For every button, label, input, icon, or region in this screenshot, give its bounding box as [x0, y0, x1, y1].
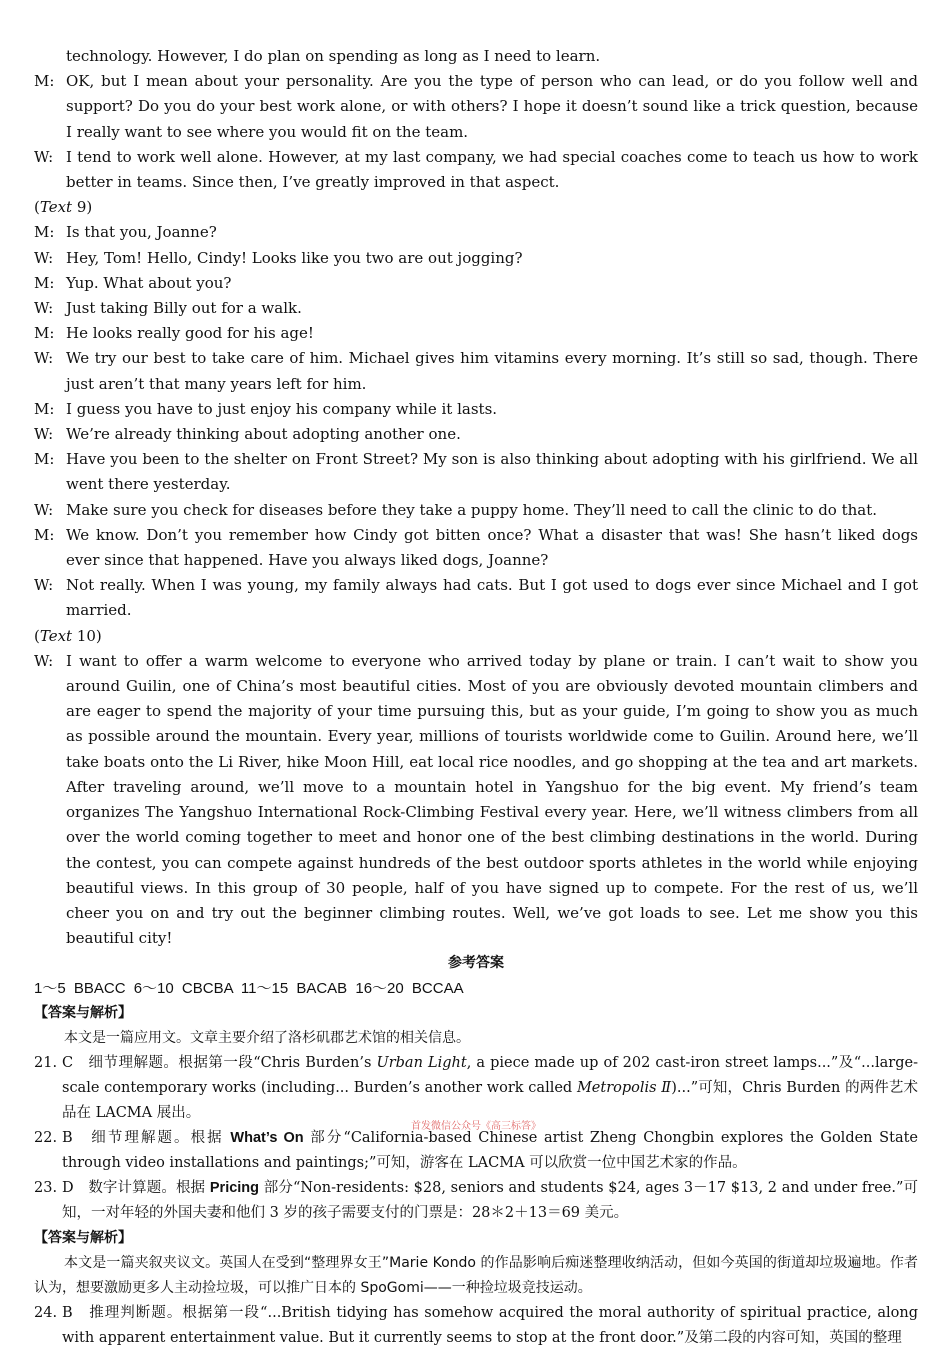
answer-key: 1～5 BBACC 6～10 CBCBA 11～15 BACAB 16～20 BCCAA — [34, 980, 464, 998]
speaker-label: W: — [34, 500, 54, 519]
dialogue-line — [34, 220, 918, 245]
transcript-continued — [34, 44, 918, 195]
dialogue-text: I want to offer a warm welcome to everyone who arrived today by plane or train. I can’t wait to show you around Guilin, one of China’s most beautiful cities. Most of you are obviously devoted mountain climbers and are eager to spend the majority of your time pursuing this, but as your guide, I’m going to show you as much as possible around the mountain. Every year, millions of tourists worldwide come to Guilin. Around here, we’ll take boats onto the Li River, hike Moon Hill, eat local rice noodles, and go shopping at the tea and art markets. After traveling around, we’ll move to a mountain hotel in Yangshuo for the big event. My friend’s team organizes The Yangshuo International Rock-Climbing Festival every year. Here, we’ll witness climbers from all over the world coming together to meet and honor one of the best climbing destinations in the world. During the contest, you can compete against hundreds of the best outdoor sports athletes in the world while enjoying beautiful views. In this group of 30 people, half of you have signed up to compete. For the rest of us, we’ll cheer you on and try out the beginner climbing routes. Well, we’ve got loads to see. Let me show you this beautiful city! — [66, 651, 918, 948]
dialogue-text: Just taking Billy out for a walk. — [66, 299, 302, 318]
speaker-label: M: — [34, 273, 55, 292]
dialogue-line — [34, 397, 918, 422]
analysis-section-title: 【答案与解析】 — [34, 1230, 132, 1247]
speaker-label: W: — [34, 349, 54, 368]
dialogue-text: We try our best to take care of him. Michael gives him vitamins every morning. It’s still so sad, though. There just aren’t that many years left for him. — [66, 349, 918, 393]
question-explanation: B 细节理解题。根据 What’s On 部分“California-based Chinese artist Zheng Chongbin explores the Golden State through video installations and paintings;”可知，游客在 LACMA 可以欣赏一位中国艺术家的作品。 — [62, 1130, 918, 1172]
dialogue-line — [34, 573, 918, 623]
question-number: 23. — [34, 1180, 58, 1197]
dialogue-line — [34, 498, 918, 523]
speaker-label: M: — [34, 399, 55, 418]
question-22 — [34, 1126, 918, 1176]
speaker-label: W: — [34, 651, 54, 670]
dialogue-text: Make sure you check for diseases before they take a puppy home. They’ll need to call the clinic to do that. — [66, 500, 878, 519]
question-number: 24. — [34, 1305, 58, 1322]
dialogue-text: OK, but I mean about your personality. Are you the type of person who can lead, or do you follow well and support? Do you do your best work alone, or with others? I hope it doesn’t sound like a trick question, because I really want to see where you would fit on the team. — [66, 72, 918, 141]
question-explanation: C 细节理解题。根据第一段“Chris Burden’s Urban Light, a piece made up of 202 cast-iron street lamps...”及“...large-scale contemporary works (including... Burden’s another work called Metropolis Ⅱ)...”可知，Chris Burden 的两件艺术品在 LACMA 展出。 — [62, 1055, 919, 1122]
watermark: 首发微信公众号《高三标答》 — [411, 1121, 541, 1133]
text10-label: (Text 10) — [34, 626, 102, 645]
dialogue-text: Yup. What about you? — [66, 273, 232, 292]
dialogue-line — [34, 69, 918, 145]
speaker-label — [34, 44, 66, 69]
answer-heading: 参考答案 — [448, 955, 504, 972]
speaker-label: M: — [34, 223, 55, 242]
question-explanation: D 数字计算题。根据 Pricing 部分“Non-residents: $28, seniors and students $24, ages 3－17 $13, 2 and under free.”可知，一对年轻的外国夫妻和他们 3 岁的孩子需要支付的门票是：28＊2＋13＝69 美元。 — [62, 1180, 918, 1222]
speaker-label: M: — [34, 324, 55, 343]
analysis-intro: 本文是一篇应用文。文章主要介绍了洛杉矶郡艺术馆的相关信息。 — [64, 1030, 470, 1047]
speaker-label: W: — [34, 299, 54, 318]
dialogue-line — [34, 422, 918, 447]
speaker-label: M: — [34, 525, 55, 544]
speaker-label: W: — [34, 248, 54, 267]
question-number: 21. — [34, 1055, 58, 1072]
dialogue-line — [34, 246, 918, 271]
dialogue-text: I tend to work well alone. However, at my last company, we had special coaches come to teach us how to work better in teams. Since then, I’ve greatly improved in that aspect. — [66, 147, 918, 192]
text10-monologue — [34, 649, 918, 951]
dialogue-text: Have you been to the shelter on Front Street? My son is also thinking about adopting with his girlfriend. We all went there yesterday. — [66, 450, 918, 494]
dialogue-line — [34, 145, 918, 195]
dialogue-line — [34, 523, 918, 573]
dialogue-line — [34, 271, 918, 296]
dialogue-text: Is that you, Joanne? — [66, 223, 217, 242]
question-number: 22. — [34, 1130, 58, 1147]
dialogue-text: He looks really good for his age! — [66, 324, 314, 343]
speaker-label: W: — [34, 147, 54, 166]
question-23 — [34, 1176, 918, 1226]
text9-dialogue — [34, 220, 918, 623]
dialogue-text: Not really. When I was young, my family always had cats. But I got used to dogs ever since Michael and I got married. — [66, 576, 918, 620]
dialogue-line — [34, 296, 918, 321]
speaker-label: W: — [34, 425, 54, 444]
text9-label: (Text 9) — [34, 198, 93, 217]
dialogue-text: technology. However, I do plan on spending as long as I need to learn. — [66, 47, 601, 65]
question-explanation: B 推理判断题。根据第一段“...British tidying has somehow acquired the moral authority of spiritual practice, along with apparent entertainment value. But it currently seems to stop at the front door.”及第二段的内容可知，英国的整理 — [62, 1305, 918, 1347]
speaker-label: M: — [34, 72, 55, 91]
speaker-label: W: — [34, 576, 54, 595]
dialogue-text: We’re already thinking about adopting another one. — [66, 425, 461, 444]
speaker-label: M: — [34, 450, 55, 469]
dialogue-text: We know. Don’t you remember how Cindy got bitten once? What a disaster that was! She hasn’t liked dogs ever since that happened. Have you always liked dogs, Joanne? — [66, 525, 918, 570]
dialogue-line — [34, 649, 918, 951]
analysis-section-title: 【答案与解析】 — [34, 1005, 132, 1022]
dialogue-line — [34, 321, 918, 346]
dialogue-text: Hey, Tom! Hello, Cindy! Looks like you two are out jogging? — [66, 248, 523, 267]
dialogue-line — [34, 447, 918, 497]
dialogue-line — [34, 44, 918, 69]
analysis-intro: 本文是一篇夹叙夹议文。英国人在受到“整理界女王”Marie Kondo 的作品影响后痴迷整理收纳活动，但如今英国的街道却垃圾遍地。作者认为，想要激励更多人主动捡垃圾，可以推广日本的 SpoGomi——一种捡垃圾竞技运动。 — [34, 1255, 918, 1297]
dialogue-line — [34, 346, 918, 396]
dialogue-text: I guess you have to just enjoy his company while it lasts. — [66, 399, 498, 418]
question-21 — [34, 1051, 918, 1126]
